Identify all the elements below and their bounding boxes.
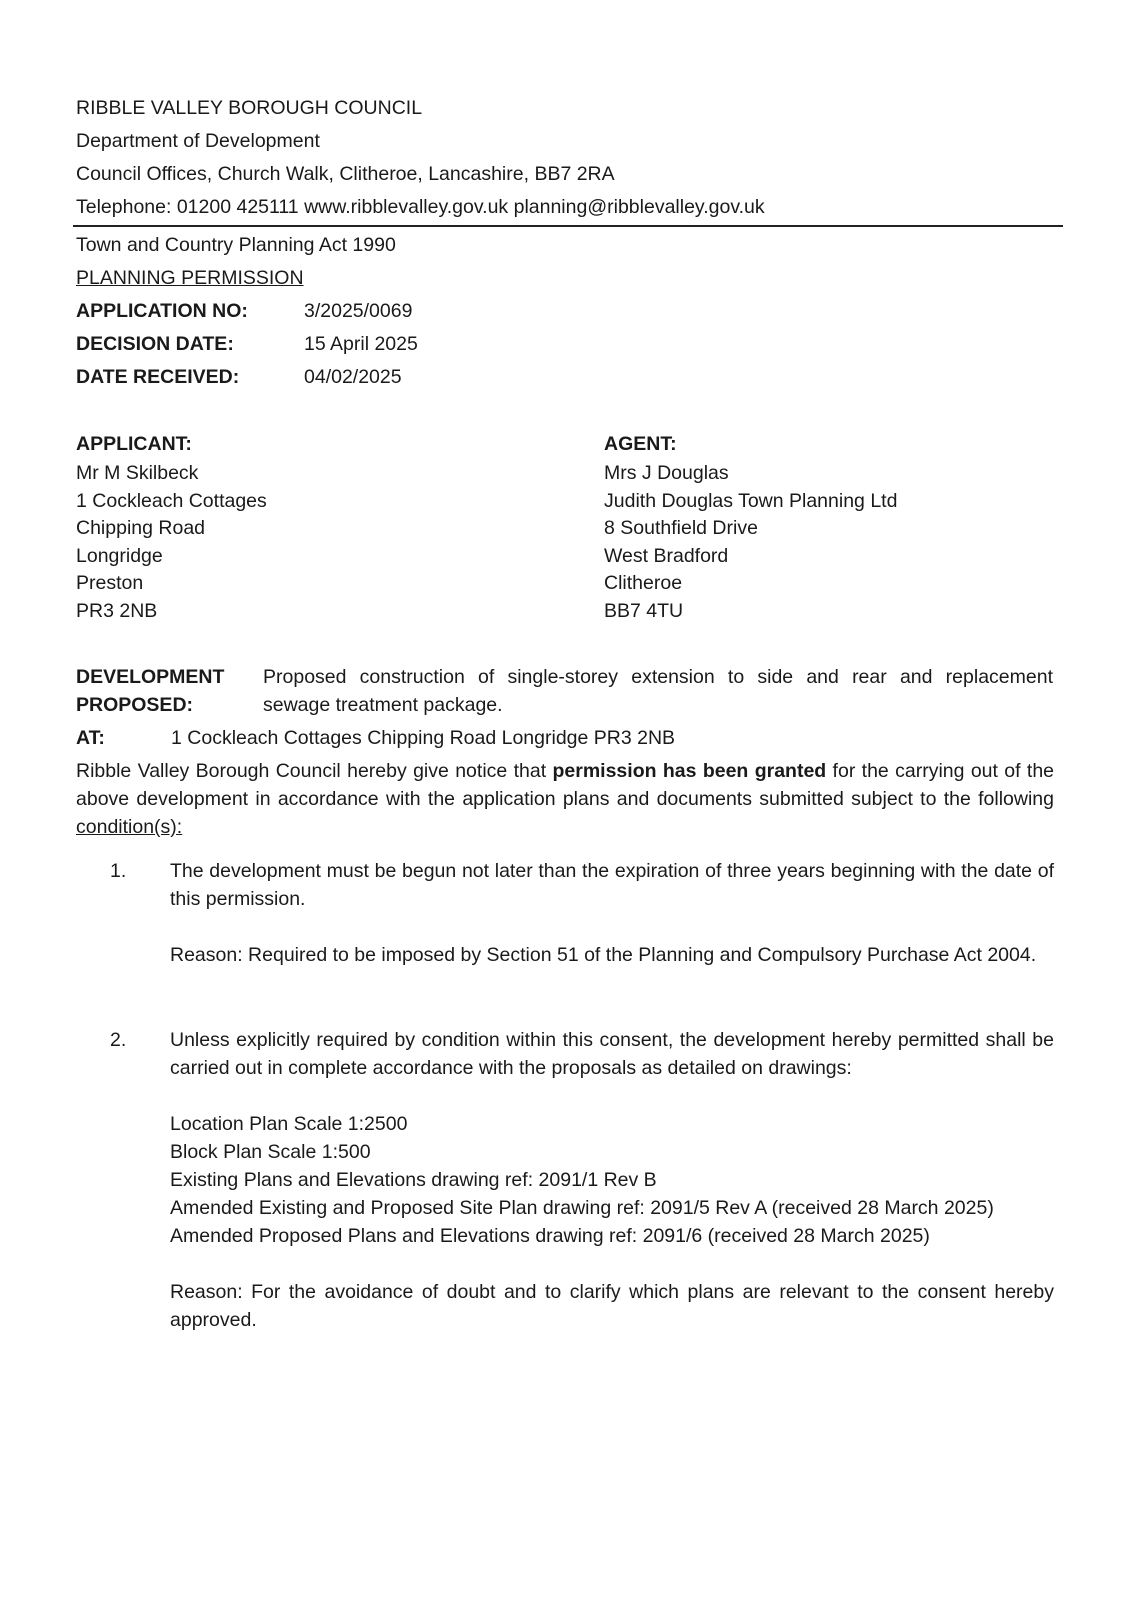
contact-details: Telephone: 01200 425111 www.ribblevalley.gov.uk planning@ribblevalley.gov.uk	[76, 196, 765, 218]
plan-item: Amended Existing and Proposed Site Plan drawing ref: 2091/5 Rev A (received 28 March 2025)	[170, 1197, 994, 1219]
plan-item: Block Plan Scale 1:500	[170, 1141, 371, 1163]
plan-item: Existing Plans and Elevations drawing ref: 2091/1 Rev B	[170, 1169, 657, 1191]
condition-number: 2.	[110, 1029, 127, 1051]
applicant-line: Preston	[76, 572, 144, 594]
agent-line: 8 Southfield Drive	[604, 517, 758, 539]
applicant-line: Mr M Skilbeck	[76, 462, 199, 484]
date-received-row	[76, 361, 418, 394]
agent-heading: AGENT:	[604, 433, 677, 455]
condition-reason: Reason: Required to be imposed by Section 51 of the Planning and Compulsory Purchase Act 2004.	[170, 944, 1037, 966]
applicant-address	[76, 460, 267, 625]
decision-date-row	[76, 328, 418, 361]
department-name: Department of Development	[76, 130, 320, 152]
letterhead	[76, 92, 765, 224]
decision-meta	[76, 229, 418, 394]
notice-part2: for the carrying out of the above development in accordance with the application plans and documents submitted subject to the following	[76, 760, 1055, 810]
decision-date-label: DECISION DATE:	[76, 333, 234, 355]
applicant-line: Longridge	[76, 544, 163, 567]
condition-text: Unless explicitly required by condition within this consent, the development hereby permitted shall be carried out in complete accordance with the proposals as detailed on drawings:	[170, 1029, 1054, 1079]
plan-item: Amended Proposed Plans and Elevations drawing ref: 2091/6 (received 28 March 2025)	[170, 1225, 930, 1247]
notice-granted: permission has been granted	[552, 760, 827, 782]
condition-2	[170, 1026, 1054, 1334]
act-title: Town and Country Planning Act 1990	[76, 234, 396, 256]
date-received-label: DATE RECEIVED:	[76, 366, 240, 388]
decision-date-value: 15 April 2025	[304, 333, 418, 355]
approved-plans-list	[170, 1110, 1054, 1250]
development-text-line2: sewage treatment package.	[263, 694, 503, 716]
applicant-heading: APPLICANT:	[76, 433, 192, 455]
application-no-value: 3/2025/0069	[304, 300, 413, 322]
development-label-line2: PROPOSED:	[76, 694, 194, 716]
agent-line: West Bradford	[604, 544, 729, 567]
application-no-label: APPLICATION NO:	[76, 300, 248, 322]
condition-text: The development must be begun not later than the expiration of three years beginning with the date of this permission.	[170, 860, 1054, 910]
development-description	[263, 663, 1053, 719]
condition-number: 1.	[110, 860, 127, 882]
application-no-row	[76, 295, 418, 328]
notice-conditions-link: condition(s):	[76, 816, 183, 838]
header-divider	[73, 225, 1063, 227]
applicant-block	[76, 428, 267, 625]
condition-reason: Reason: For the avoidance of doubt and to clarify which plans are relevant to the consent hereby approved.	[170, 1281, 1054, 1331]
agent-line: Mrs J Douglas	[604, 462, 729, 484]
council-name: RIBBLE VALLEY BOROUGH COUNCIL	[76, 97, 423, 119]
plan-item: Location Plan Scale 1:2500	[170, 1113, 408, 1135]
agent-line: Clitheroe	[604, 572, 683, 594]
agent-line: BB7 4TU	[604, 599, 684, 622]
site-label: AT:	[76, 727, 105, 749]
applicant-line: PR3 2NB	[76, 599, 158, 622]
development-label	[76, 663, 224, 719]
site-address: 1 Cockleach Cottages Chipping Road Longridge PR3 2NB	[171, 727, 676, 749]
date-received-value: 04/02/2025	[304, 366, 402, 388]
grant-notice	[76, 757, 1054, 841]
development-label-line1: DEVELOPMENT	[76, 666, 225, 688]
notice-part1: Ribble Valley Borough Council hereby give notice that	[76, 760, 553, 782]
agent-line: Judith Douglas Town Planning Ltd	[604, 489, 898, 512]
agent-block	[604, 428, 897, 625]
council-address: Council Offices, Church Walk, Clitheroe, Lancashire, BB7 2RA	[76, 163, 615, 185]
applicant-line: 1 Cockleach Cottages	[76, 489, 267, 512]
applicant-line: Chipping Road	[76, 517, 206, 539]
condition-1	[170, 857, 1054, 969]
permission-type: PLANNING PERMISSION	[76, 267, 304, 289]
agent-address	[604, 460, 897, 625]
development-text-line1: Proposed construction of single-storey extension to side and rear and replacement	[263, 666, 1053, 688]
